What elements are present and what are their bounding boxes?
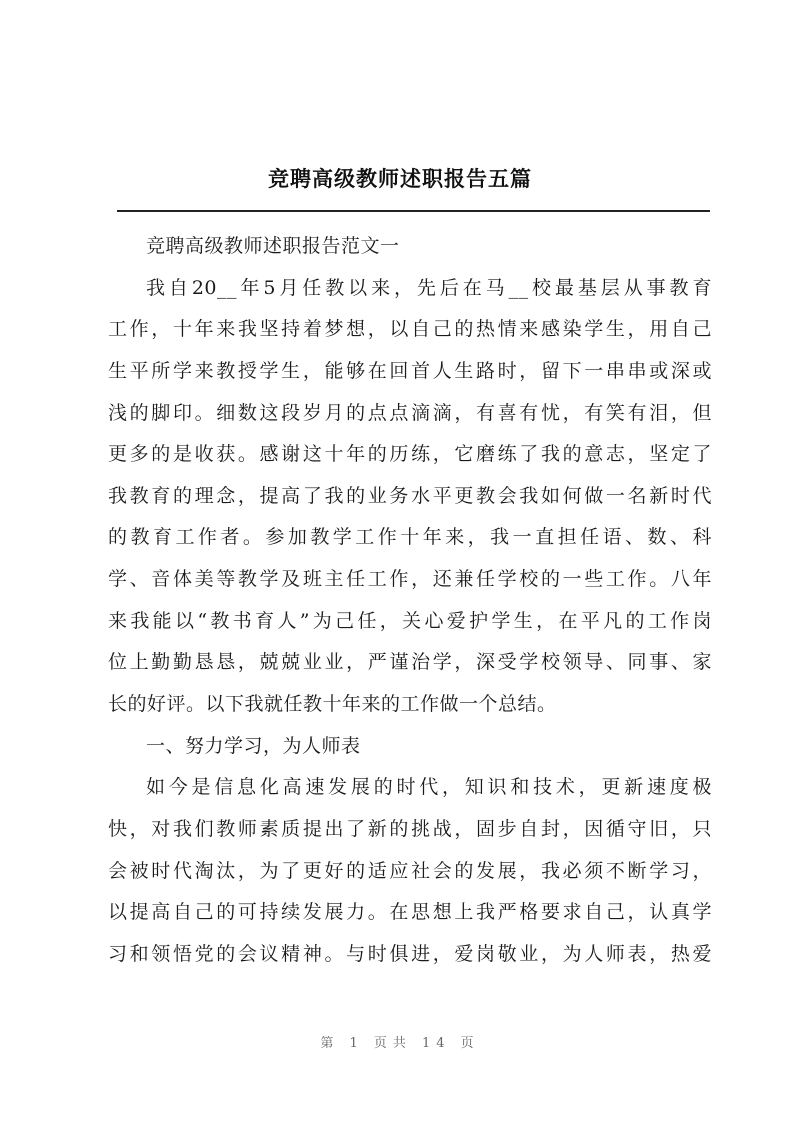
section-heading: 一、努力学习，为人师表 — [146, 734, 361, 757]
document-body — [108, 226, 712, 976]
title-divider — [117, 210, 710, 212]
paragraph-line: 来我能以“教书育人”为己任，关心爱护学生，在平凡的工作岗 — [108, 609, 712, 632]
paragraph-line: 会被时代淘汰，为了更好的适应社会的发展，我必须不断学习， — [108, 859, 712, 882]
paragraph-line: 的教育工作者。参加教学工作十年来，我一直担任语、数、科 — [108, 526, 712, 549]
paragraph-line: 我自20__年5月任教以来，先后在马__校最基层从事教育 — [146, 276, 712, 299]
paragraph-line: 更多的是收获。感谢这十年的历练，它磨练了我的意志，坚定了 — [108, 443, 712, 466]
paragraph-line: 生平所学来教授学生，能够在回首人生路时，留下一串串或深或 — [108, 359, 712, 382]
paragraph-line: 学、音体美等教学及班主任工作，还兼任学校的一些工作。八年 — [108, 568, 712, 591]
paragraph-line: 如今是信息化高速发展的时代，知识和技术，更新速度极 — [146, 776, 712, 799]
document-title: 竞聘高级教师述职报告五篇 — [268, 166, 532, 191]
paragraph-line: 位上勤勤恳恳，兢兢业业，严谨治学，深受学校领导、同事、家 — [108, 651, 712, 674]
section-heading: 竞聘高级教师述职报告范文一 — [146, 235, 400, 257]
paragraph-line: 长的好评。以下我就任教十年来的工作做一个总结。 — [108, 693, 557, 716]
paragraph-line: 以提高自己的可持续发展力。在思想上我严格要求自己，认真学 — [108, 901, 712, 924]
page-number-footer: 第 1 页共 14 页 — [320, 1036, 480, 1051]
paragraph-line: 工作，十年来我坚持着梦想，以自己的热情来感染学生，用自己 — [108, 318, 712, 341]
paragraph-line: 我教育的理念，提高了我的业务水平更教会我如何做一名新时代 — [108, 484, 712, 507]
paragraph-line: 快，对我们教师素质提出了新的挑战，固步自封，因循守旧，只 — [108, 817, 712, 840]
paragraph-line: 浅的脚印。细数这段岁月的点点滴滴，有喜有忧，有笑有泪，但 — [108, 401, 712, 424]
paragraph-line: 习和领悟党的会议精神。与时俱进，爱岗敬业，为人师表，热爱 — [108, 942, 712, 965]
